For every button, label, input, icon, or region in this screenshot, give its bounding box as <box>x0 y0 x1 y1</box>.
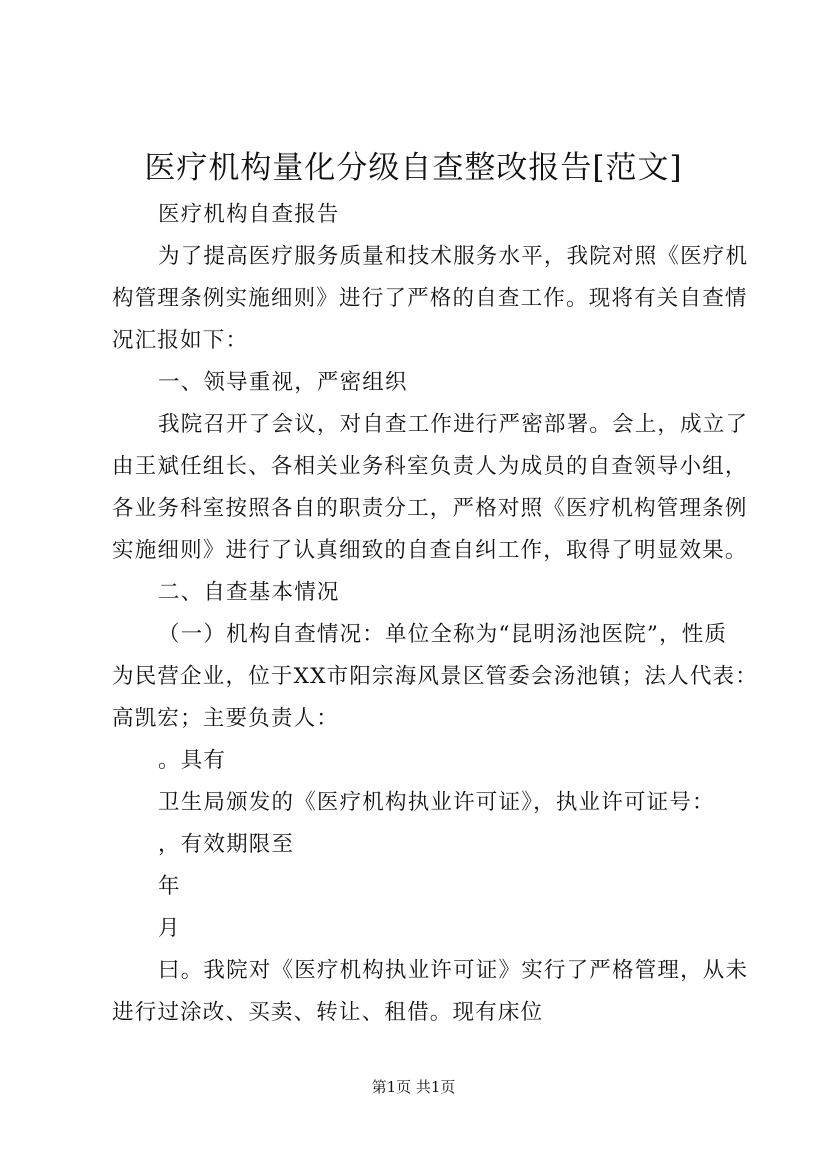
paragraph-line: 卫生局颁发的《医疗机构执业许可证》，执业许可证号： <box>158 790 715 815</box>
paragraph-line: 。具有 <box>158 748 227 773</box>
paragraph-line: 高凯宏；主要负责人： <box>112 706 340 731</box>
paragraph-line: 构管理条例实施细则》进行了严格的自查工作。现将有关自查情 <box>112 286 748 311</box>
section-heading: 一、领导重视，严密组织 <box>158 370 408 395</box>
paragraph-line: 实施细则》进行了认真细致的自查自纠工作，取得了明显效果。 <box>112 538 748 563</box>
paragraph-line: 由王斌任组长、各相关业务科室负责人为成员的自查领导小组， <box>112 454 748 479</box>
paragraph-line: 医疗机构自查报告 <box>158 202 340 227</box>
page-footer: 第1页 共1页 <box>371 1078 456 1096</box>
paragraph-line: 年 <box>158 874 181 899</box>
paragraph-line: 为了提高医疗服务质量和技术服务水平，我院对照《医疗机 <box>158 244 749 269</box>
paragraph-line: 月 <box>158 916 181 941</box>
paragraph-line: 曰。我院对《医疗机构执业许可证》实行了严格管理，从未 <box>158 958 749 983</box>
section-heading: 二、自查基本情况 <box>158 580 340 605</box>
paragraph-line: ，有效期限至 <box>158 832 295 857</box>
document-title: 医疗机构量化分级自查整改报告[范文] <box>144 150 683 186</box>
paragraph-line: 我院召开了会议，对自查工作进行严密部署。会上，成立了 <box>158 412 749 437</box>
paragraph-line: 况汇报如下： <box>112 328 249 353</box>
paragraph-line: 进行过涂改、买卖、转让、租借。现有床位 <box>112 1000 544 1025</box>
paragraph-line: （一）机构自查情况：单位全称为“昆明汤池医院”，性质 <box>158 622 728 647</box>
paragraph-line: 各业务科室按照各自的职责分工，严格对照《医疗机构管理条例 <box>112 496 748 521</box>
paragraph-line: 为民营企业，位于XX市阳宗海风景区管委会汤池镇；法人代表： <box>112 664 758 689</box>
